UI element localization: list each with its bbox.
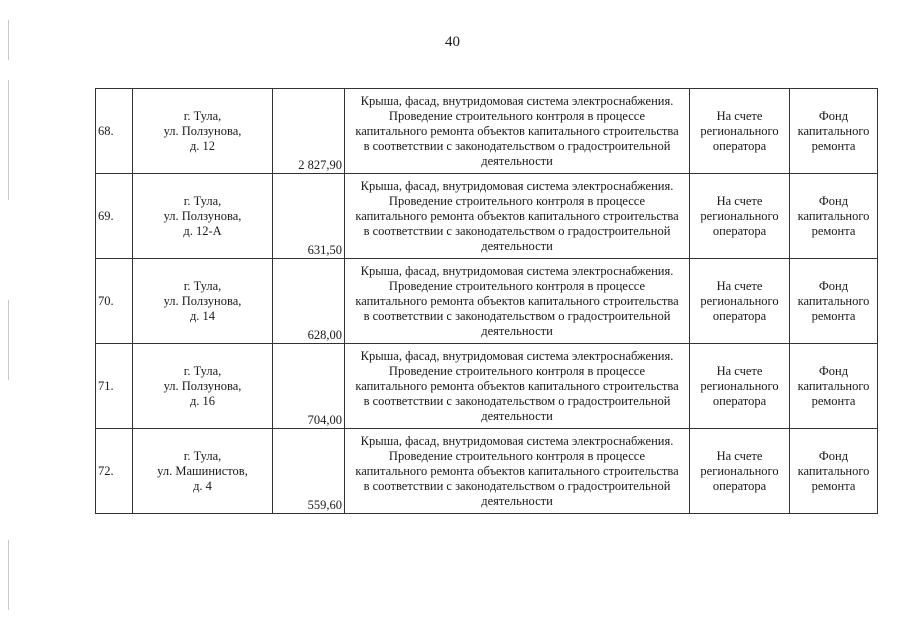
scan-edge-mark <box>8 540 9 610</box>
table-row <box>96 89 878 174</box>
work-line: капитального ремонта объектов капитального строительства <box>355 293 679 308</box>
address-line: ул. Ползунова, <box>163 378 242 393</box>
account-line: оператора <box>712 308 767 323</box>
address-line: г. Тула, <box>183 193 222 208</box>
work-line: в соответствии с законодательством о градостроительной <box>363 138 671 153</box>
account-line: регионального <box>700 208 779 223</box>
address-line: ул. Машинистов, <box>157 463 248 478</box>
account-line: регионального <box>700 123 779 138</box>
account-cell <box>690 89 790 174</box>
table-row <box>96 429 878 514</box>
work-line: в соответствии с законодательством о градостроительной <box>363 308 671 323</box>
address-line: д. 12 <box>189 138 216 153</box>
row-number: 72. <box>96 429 133 514</box>
fund-line: ремонта <box>811 393 856 408</box>
work-description-cell <box>345 344 690 429</box>
address-cell <box>133 89 273 174</box>
row-number: 68. <box>96 89 133 174</box>
address-line: д. 14 <box>189 308 216 323</box>
fund-line: капитального <box>797 463 870 478</box>
fund-line: Фонд <box>818 363 849 378</box>
address-line: д. 4 <box>193 478 212 493</box>
address-cell <box>133 344 273 429</box>
work-line: деятельности <box>481 153 553 168</box>
work-line: в соответствии с законодательством о градостроительной <box>363 478 671 493</box>
address-line: г. Тула, <box>183 278 222 293</box>
fund-line: капитального <box>797 293 870 308</box>
fund-line: ремонта <box>811 308 856 323</box>
fund-line: ремонта <box>811 223 856 238</box>
address-line: г. Тула, <box>183 363 222 378</box>
account-line: На счете <box>716 363 763 378</box>
account-line: регионального <box>700 378 779 393</box>
cost-cell: 2 827,90 <box>273 89 345 174</box>
work-line: Крыша, фасад, внутридомовая система электроснабжения. <box>360 93 674 108</box>
fund-line: Фонд <box>818 193 849 208</box>
address-cell <box>133 174 273 259</box>
address-cell <box>133 259 273 344</box>
work-line: Крыша, фасад, внутридомовая система электроснабжения. <box>360 178 674 193</box>
work-line: капитального ремонта объектов капитального строительства <box>355 463 679 478</box>
account-line: оператора <box>712 223 767 238</box>
work-line: Крыша, фасад, внутридомовая система электроснабжения. <box>360 263 674 278</box>
row-number: 71. <box>96 344 133 429</box>
address-line: ул. Ползунова, <box>163 293 242 308</box>
work-line: деятельности <box>481 408 553 423</box>
fund-line: ремонта <box>811 478 856 493</box>
address-cell <box>133 429 273 514</box>
account-cell <box>690 429 790 514</box>
table-row <box>96 174 878 259</box>
address-line: д. 12-А <box>183 223 222 238</box>
fund-line: ремонта <box>811 138 856 153</box>
account-line: регионального <box>700 293 779 308</box>
cost-cell: 559,60 <box>273 429 345 514</box>
row-number: 70. <box>96 259 133 344</box>
fund-cell <box>790 344 878 429</box>
work-line: в соответствии с законодательством о градостроительной <box>363 223 671 238</box>
work-line: деятельности <box>481 323 553 338</box>
work-line: Проведение строительного контроля в процессе <box>388 193 646 208</box>
account-cell <box>690 344 790 429</box>
scan-edge-mark <box>8 300 9 380</box>
address-line: г. Тула, <box>183 108 222 123</box>
work-line: капитального ремонта объектов капитального строительства <box>355 208 679 223</box>
work-line: капитального ремонта объектов капитального строительства <box>355 123 679 138</box>
table-row <box>96 259 878 344</box>
work-description-cell <box>345 429 690 514</box>
work-line: Проведение строительного контроля в процессе <box>388 278 646 293</box>
row-number: 69. <box>96 174 133 259</box>
account-line: оператора <box>712 138 767 153</box>
fund-cell <box>790 174 878 259</box>
account-line: На счете <box>716 108 763 123</box>
fund-line: капитального <box>797 378 870 393</box>
fund-cell <box>790 259 878 344</box>
table-row <box>96 344 878 429</box>
work-line: Крыша, фасад, внутридомовая система электроснабжения. <box>360 348 674 363</box>
work-line: деятельности <box>481 493 553 508</box>
work-description-cell <box>345 259 690 344</box>
work-description-cell <box>345 174 690 259</box>
work-line: деятельности <box>481 238 553 253</box>
fund-cell <box>790 89 878 174</box>
account-line: На счете <box>716 448 763 463</box>
work-line: Крыша, фасад, внутридомовая система электроснабжения. <box>360 433 674 448</box>
table-body <box>96 89 878 514</box>
capital-repair-table <box>95 88 878 514</box>
page-number: 40 <box>445 34 460 50</box>
address-line: г. Тула, <box>183 448 222 463</box>
work-line: Проведение строительного контроля в процессе <box>388 448 646 463</box>
work-line: капитального ремонта объектов капитального строительства <box>355 378 679 393</box>
work-line: Проведение строительного контроля в процессе <box>388 108 646 123</box>
cost-cell: 704,00 <box>273 344 345 429</box>
work-line: Проведение строительного контроля в процессе <box>388 363 646 378</box>
account-cell <box>690 259 790 344</box>
fund-line: капитального <box>797 123 870 138</box>
address-line: ул. Ползунова, <box>163 123 242 138</box>
account-cell <box>690 174 790 259</box>
address-line: д. 16 <box>189 393 216 408</box>
address-line: ул. Ползунова, <box>163 208 242 223</box>
fund-line: Фонд <box>818 108 849 123</box>
account-line: оператора <box>712 393 767 408</box>
work-line: в соответствии с законодательством о градостроительной <box>363 393 671 408</box>
fund-line: Фонд <box>818 448 849 463</box>
cost-cell: 628,00 <box>273 259 345 344</box>
account-line: На счете <box>716 278 763 293</box>
cost-cell: 631,50 <box>273 174 345 259</box>
account-line: оператора <box>712 478 767 493</box>
work-description-cell <box>345 89 690 174</box>
fund-line: Фонд <box>818 278 849 293</box>
fund-line: капитального <box>797 208 870 223</box>
fund-cell <box>790 429 878 514</box>
scan-edge-mark <box>8 80 9 200</box>
account-line: На счете <box>716 193 763 208</box>
account-line: регионального <box>700 463 779 478</box>
